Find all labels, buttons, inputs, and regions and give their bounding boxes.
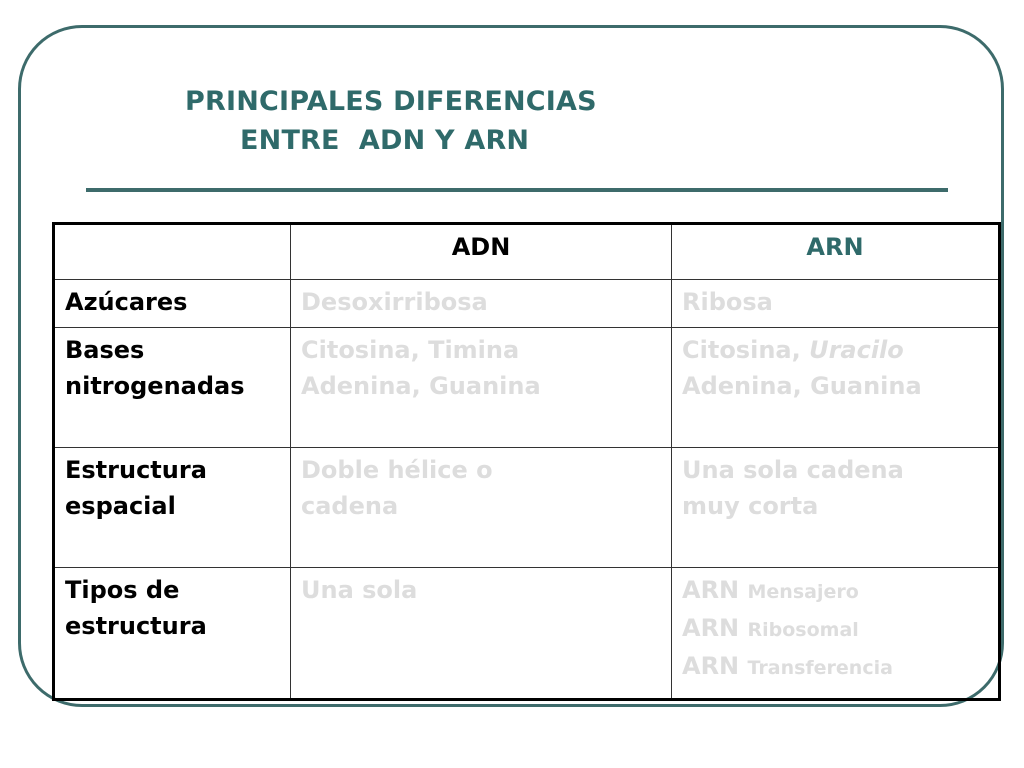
table-row-bases [54,328,1000,448]
slide-title-line-2: ENTRE ADN Y ARN [240,125,530,156]
arn-bases-citosina: Citosina, [682,336,810,364]
table-row-estructura [54,448,1000,568]
arn-tipo-transferencia-sub: Transferencia [747,657,893,679]
header-arn: ARN [672,224,1000,280]
row-label-tipos-line-2: estructura [65,612,207,640]
table-header-row [54,224,1000,280]
arn-tipo-ribosomal [682,610,988,648]
row-label-estructura [54,448,291,568]
arn-bases-uracilo: Uracilo [809,336,904,364]
row-label-bases-line-2: nitrogenadas [65,372,245,400]
adn-bases-line-2: Adenina, Guanina [301,372,541,400]
row-label-tipos-line-1: Tipos de [65,576,180,604]
arn-tipo-mensajero-main: ARN [682,576,740,604]
row-label-tipos [54,568,291,700]
arn-tipo-ribosomal-main: ARN [682,614,740,642]
slide-title-line-1: PRINCIPALES DIFERENCIAS [185,86,597,117]
table-row-azucares [54,280,1000,328]
arn-tipos [672,568,1000,700]
row-label-bases-line-1: Bases [65,336,145,364]
arn-tipo-mensajero [682,572,988,610]
arn-tipo-transferencia [682,648,988,686]
adn-bases [291,328,672,448]
arn-bases-line-2: Adenina, Guanina [682,372,922,400]
arn-bases-line-1 [682,332,988,368]
arn-azucares: Ribosa [672,280,1000,328]
adn-azucares: Desoxirribosa [291,280,672,328]
adn-tipos: Una sola [291,568,672,700]
header-empty-cell [54,224,291,280]
arn-estructura-line-1: Una sola cadena [682,456,904,484]
arn-tipo-mensajero-sub: Mensajero [747,581,859,603]
row-label-bases [54,328,291,448]
adn-estructura-line-2: cadena [301,492,399,520]
table-row-tipos [54,568,1000,700]
title-divider [86,188,948,192]
adn-estructura [291,448,672,568]
row-label-estructura-line-1: Estructura [65,456,207,484]
arn-estructura [672,448,1000,568]
row-label-estructura-line-2: espacial [65,492,176,520]
arn-estructura-line-2: muy corta [682,492,819,520]
adn-bases-line-1: Citosina, Timina [301,336,520,364]
header-adn: ADN [291,224,672,280]
comparison-table [52,222,1001,701]
arn-bases [672,328,1000,448]
adn-estructura-line-1: Doble hélice o [301,456,493,484]
row-label-azucares: Azúcares [54,280,291,328]
arn-tipo-ribosomal-sub: Ribosomal [747,619,859,641]
arn-tipo-transferencia-main: ARN [682,652,740,680]
